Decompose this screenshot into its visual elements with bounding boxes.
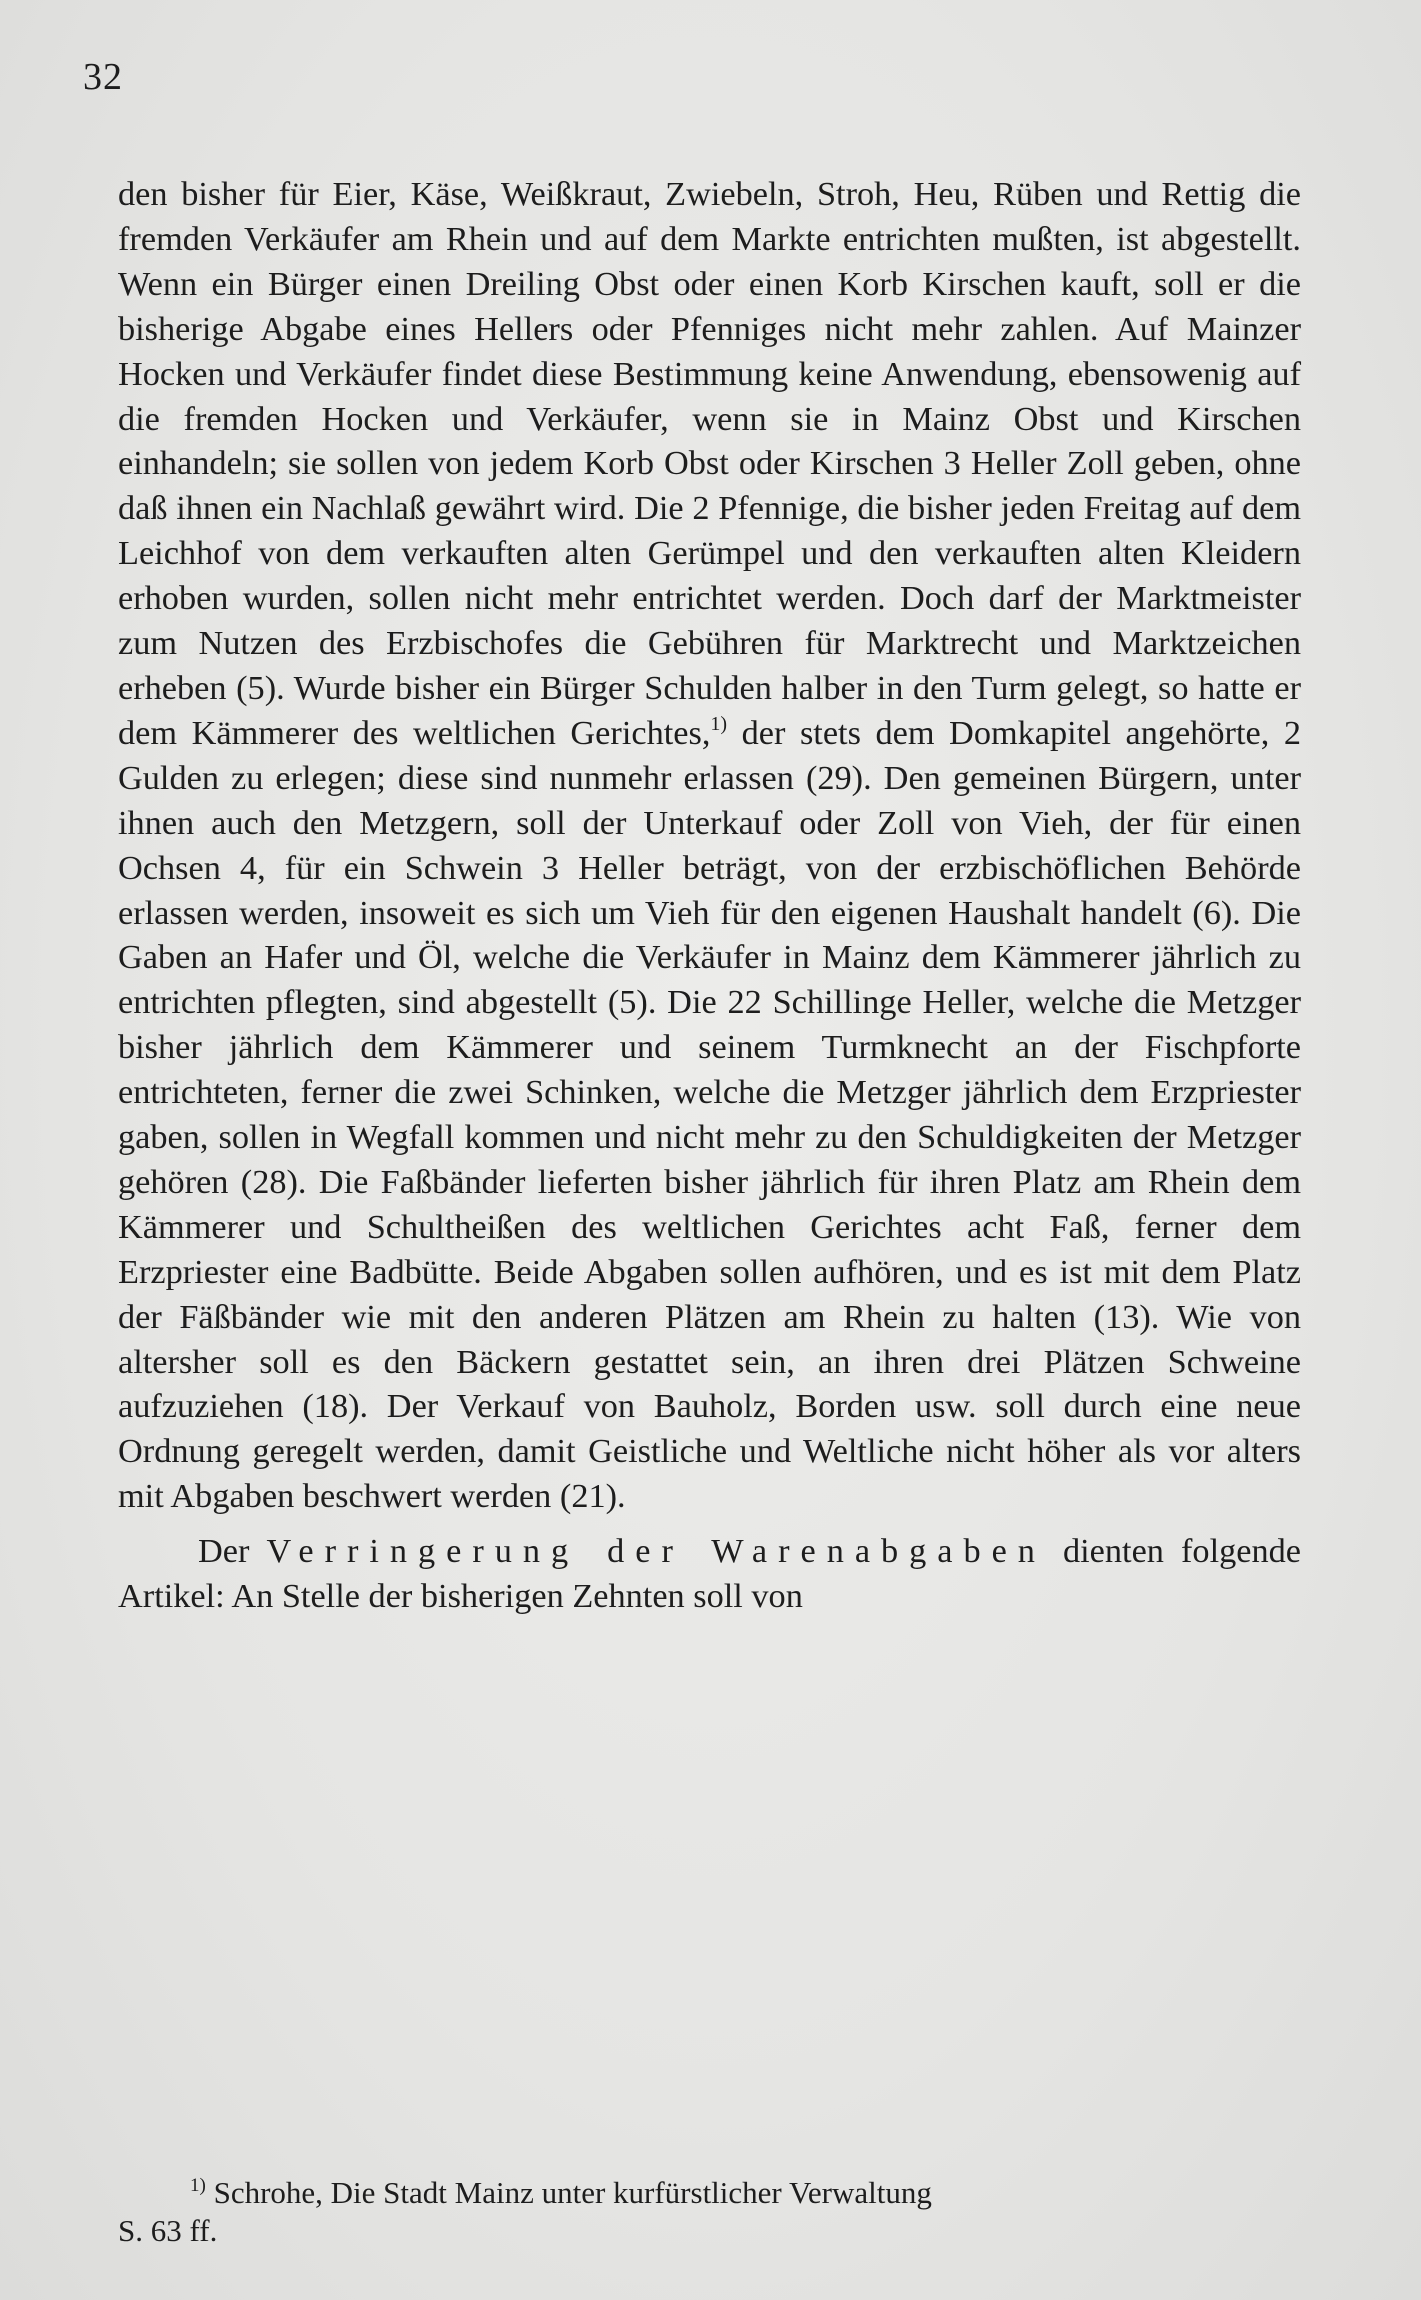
footnote-citation: Schrohe, Die Stadt Mainz unter kurfürstlicher Verwaltung	[205, 2175, 932, 2210]
footnote-line-1	[118, 2174, 1301, 2212]
footnote-line-2: S. 63 ff.	[118, 2213, 218, 2248]
paragraph-1	[118, 172, 1301, 1519]
footnote	[118, 2174, 1301, 2250]
footnote-marker: 1)	[190, 2175, 206, 2196]
paragraph-2	[118, 1529, 1301, 1619]
page-number: 32	[83, 56, 123, 98]
emphasized-phrase: Verringerung der Warenabgaben	[266, 1532, 1046, 1571]
paragraph-1-part-2: der stets dem Domkapitel angehörte, 2 Gulden zu erlegen; diese sind nunmehr erlassen (29). Den gemeinen Bürgern, unter ihnen auch den Metzgern, soll der Unterkauf oder Zoll von Vieh, der für einen Ochsen 4, für ein Schwein 3 Heller beträgt, von der erzbischöflichen Behörde erlassen werden, insoweit es sich um Vieh für den eigenen Haushalt handelt (6). Die Gaben an Hafer und Öl, welche die Verkäufer in Mainz dem Kämmerer jährlich zu entrichten pflegten, sind abgestellt (5). Die 22 Schillinge Heller, welche die Metzger bisher jährlich dem Kämmerer und seinem Turmknecht an der Fischpforte entrichteten, ferner die zwei Schinken, welche die Metzger jährlich dem Erzpriester gaben, sollen in Wegfall kommen und nicht mehr zu den Schuldigkeiten der Metzger gehören (28). Die Faßbänder lieferten bisher jährlich für ihren Platz am Rhein dem Kämmerer und Schultheißen des weltlichen Gerichtes acht Faß, ferner dem Erzpriester eine Badbütte. Beide Abgaben sollen aufhören, und es ist mit dem Platz der Fäßbänder wie mit den anderen Plätzen am Rhein zu halten (13). Wie von altersher soll es den Bäckern gestattet sein, an ihren drei Plätzen Schweine aufzuziehen (18). Der Verkauf von Bauholz, Borden usw. soll durch eine neue Ordnung geregelt werden, damit Geistliche und Weltliche nicht höher als vor alters mit Abgaben beschwert werden (21).	[118, 713, 1301, 1516]
paragraph-1-part-1: den bisher für Eier, Käse, Weißkraut, Zwiebeln, Stroh, Heu, Rüben und Rettig die fremden Verkäufer am Rhein und auf dem Markte entrichten mußten, ist abgestellt. Wenn ein Bürger einen Dreiling Obst oder einen Korb Kirschen kauft, soll er die bisherige Abgabe eines Hellers oder Pfenniges nicht mehr zahlen. Auf Mainzer Hocken und Verkäufer findet diese Bestimmung keine Anwendung, ebensowenig auf die fremden Hocken und Verkäufer, wenn sie in Mainz Obst und Kirschen einhandeln; sie sollen von jedem Korb Obst oder Kirschen 3 Heller Zoll geben, ohne daß ihnen ein Nachlaß gewährt wird. Die 2 Pfennige, die bisher jeden Freitag auf dem Leichhof von dem verkauften alten Gerümpel und den verkauften alten Kleidern erhoben wurden, sollen nicht mehr entrichtet werden. Doch darf der Marktmeister zum Nutzen des Erzbischofes die Gebühren für Marktrecht und Marktzeichen erheben (5). Wurde bisher ein Bürger Schulden halber in den Turm gelegt, so hatte er dem Kämmerer des weltlichen Gerichtes,	[118, 175, 1301, 752]
paragraph-2-part-2: dienten folgende Artikel: An Stelle der bisherigen Zehnten soll von	[118, 1532, 1301, 1616]
paragraph-2-part-1: Der	[198, 1532, 267, 1571]
footnote-reference: 1)	[710, 712, 728, 735]
body-text	[118, 172, 1301, 1619]
